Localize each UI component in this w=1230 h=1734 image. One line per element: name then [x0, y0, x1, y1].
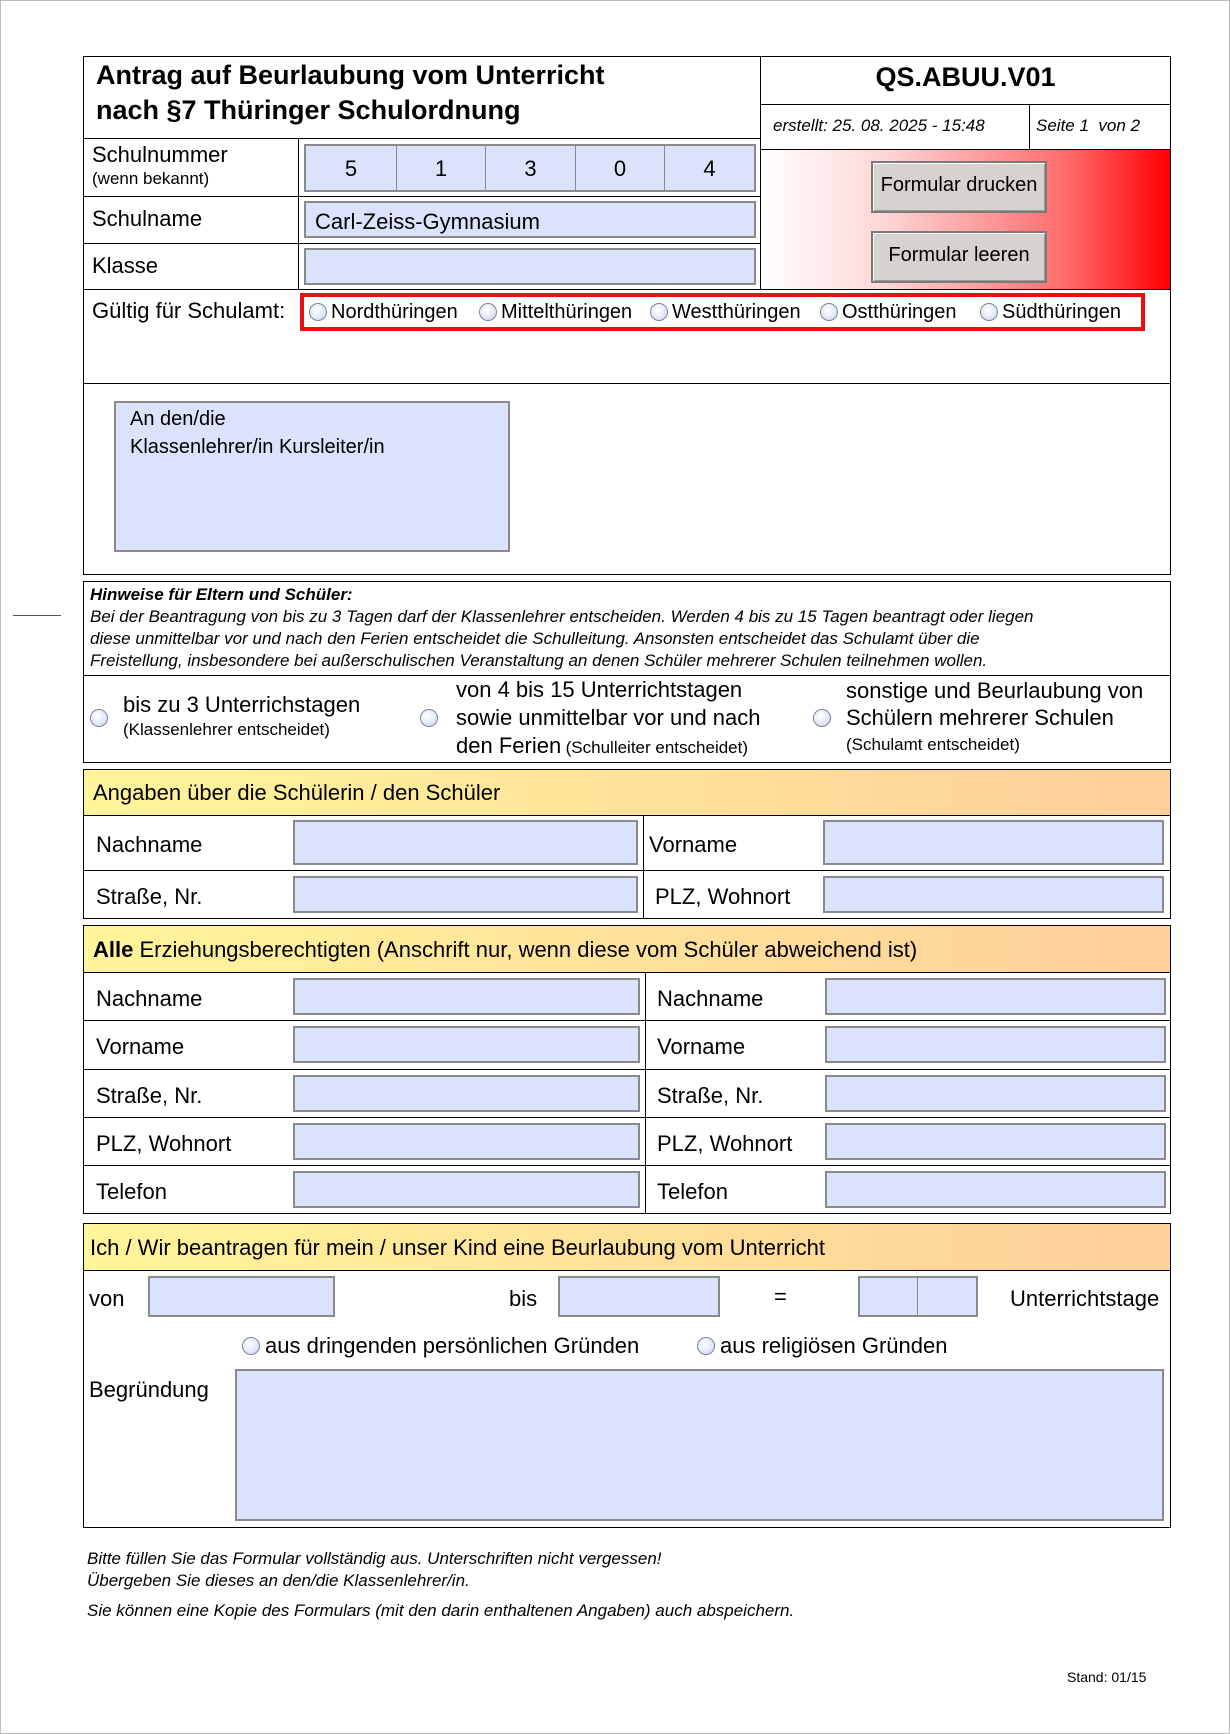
schulamt-radio-nord[interactable]: [309, 303, 327, 321]
from-label: von: [89, 1286, 125, 1311]
reason-religious-radio[interactable]: [697, 1337, 715, 1355]
guardian1-city-field[interactable]: [293, 1123, 640, 1160]
guardian2-city-field[interactable]: [825, 1123, 1166, 1160]
request-section-header: [83, 1223, 1171, 1271]
justification-field[interactable]: [235, 1369, 1164, 1521]
school-number-digit: 3: [486, 146, 576, 192]
form-title: [96, 58, 605, 128]
school-name-label: Schulname: [92, 206, 203, 231]
school-number-digit: 0: [576, 146, 665, 192]
reason-religious-label: aus religiösen Gründen: [720, 1333, 948, 1358]
guardians-section-header: [83, 925, 1171, 973]
student-lastname-label: Nachname: [96, 832, 203, 857]
created-label: erstellt:: [773, 116, 828, 135]
student-street-field[interactable]: [293, 876, 638, 913]
class-field[interactable]: [304, 248, 756, 285]
days-count-field[interactable]: [858, 1276, 978, 1317]
schulamt-option-label: Westthüringen: [672, 301, 801, 323]
duration-radio-other[interactable]: [813, 709, 831, 727]
schulamt-option-label: Mittelthüringen: [501, 301, 633, 323]
school-number-digit: 4: [703, 156, 716, 181]
guardian2-city-label: PLZ, Wohnort: [657, 1131, 793, 1156]
print-form-button[interactable]: Formular drucken: [871, 161, 1047, 213]
guardian1-street-label: Straße, Nr.: [96, 1083, 203, 1108]
school-number-label: Schulnummer (wenn bekannt): [92, 142, 228, 188]
footer-note2: Übergeben Sie dieses an den/die Klassenlehrer/in.: [87, 1571, 470, 1590]
school-name-value: Carl-Zeiss-Gymnasium: [315, 209, 540, 234]
request-section-title: Ich / Wir beantragen für mein / unser Kind eine Beurlaubung vom Unterricht: [90, 1235, 825, 1260]
created-value: 25. 08. 2025 - 15:48: [832, 116, 985, 135]
form-code: QS.ABUU.V01: [875, 62, 1056, 92]
guardian1-phone-field[interactable]: [293, 1171, 640, 1208]
days-label: Unterrichtstage: [1010, 1286, 1160, 1311]
guardian1-lastname-field[interactable]: [293, 978, 640, 1015]
guardian2-phone-field[interactable]: [825, 1171, 1166, 1208]
schulamt-radio-mittel[interactable]: [479, 303, 497, 321]
guardian2-street-field[interactable]: [825, 1075, 1166, 1112]
guardian1-lastname-label: Nachname: [96, 986, 203, 1011]
recipient-field[interactable]: [114, 401, 510, 552]
schulamt-label: Gültig für Schulamt:: [92, 298, 286, 323]
class-label: Klasse: [92, 253, 159, 278]
student-section-title: Angaben über die Schülerin / den Schüler: [93, 780, 501, 805]
guardian1-street-field[interactable]: [293, 1075, 640, 1112]
schulamt-radio-ost[interactable]: [820, 303, 838, 321]
hints-line1: Bei der Beantragung von bis zu 3 Tagen darf der Klassenlehrer entscheiden. Werden 4 bis zu 15 Tagen beantragt oder liegen: [90, 607, 1034, 626]
reason-personal-label: aus dringenden persönlichen Gründen: [265, 1333, 640, 1358]
page-indicator: Seite 1 von 2: [1036, 116, 1141, 135]
guardian1-city-label: PLZ, Wohnort: [96, 1131, 232, 1156]
hints-line3: Freistellung, insbesondere bei außerschulischen Veranstaltung an denen Schüler mehrerer Schulen teilnehmen wollen.: [90, 651, 988, 670]
schulamt-option-label: Südthüringen: [1002, 301, 1121, 323]
schulamt-option-label: Ostthüringen: [842, 301, 957, 323]
duration-option-3: sonstige und Beurlaubung von Schülern mehrerer Schulen (Schulamt entscheidet): [846, 678, 1144, 754]
recipient-line2: Klassenlehrer/in Kursleiter/in: [130, 436, 385, 458]
schulamt-option-label: Nordthüringen: [331, 301, 458, 323]
duration-option-2: von 4 bis 15 Unterrichtstagen sowie unmittelbar vor und nach den Ferien (Schulleiter entscheidet): [456, 677, 761, 758]
duration-radio-4-to-15[interactable]: [420, 709, 438, 727]
guardian2-firstname-label: Vorname: [657, 1034, 746, 1059]
schulamt-radio-sued[interactable]: [980, 303, 998, 321]
guardian1-phone-label: Telefon: [96, 1179, 167, 1204]
version-stamp: Stand: 01/15: [1067, 1669, 1147, 1685]
clear-form-button[interactable]: Formular leeren: [871, 231, 1047, 283]
justification-label: Begründung: [89, 1377, 209, 1402]
footer-note1: Bitte füllen Sie das Formular vollständig aus. Unterschriften nicht vergessen!: [87, 1549, 662, 1568]
school-number-field[interactable]: [304, 144, 756, 192]
student-city-field[interactable]: [823, 876, 1164, 913]
duration-radio-up-to-3[interactable]: [90, 709, 108, 727]
school-number-digit: 5: [306, 146, 397, 192]
equals-sign: =: [774, 1284, 787, 1309]
student-firstname-label: Vorname: [649, 832, 738, 857]
hints-title: Hinweise für Eltern und Schüler:: [90, 585, 353, 604]
form-title-line2: nach §7 Thüringer Schulordnung: [96, 95, 521, 125]
hints-line2: diese unmittelbar vor und nach den Ferien entscheidet die Schulleitung. Ansonsten entscheidet das Schulamt über die: [90, 629, 980, 648]
to-date-field[interactable]: [558, 1276, 720, 1317]
from-date-field[interactable]: [148, 1276, 335, 1317]
duration-option-1: bis zu 3 Unterrichstagen (Klassenlehrer entscheidet): [123, 692, 361, 739]
reason-personal-radio[interactable]: [242, 1337, 260, 1355]
student-firstname-field[interactable]: [823, 820, 1164, 865]
school-name-field[interactable]: [304, 201, 756, 238]
to-label: bis: [509, 1286, 538, 1311]
guardian2-phone-label: Telefon: [657, 1179, 728, 1204]
school-number-digit: 1: [397, 146, 486, 192]
student-city-label: PLZ, Wohnort: [655, 884, 791, 909]
recipient-line1: An den/die: [130, 408, 226, 430]
footer-note3: Sie können eine Kopie des Formulars (mit den darin enthaltenen Angaben) auch abspeichern.: [87, 1601, 795, 1620]
guardian1-firstname-label: Vorname: [96, 1034, 185, 1059]
schulamt-radio-west[interactable]: [650, 303, 668, 321]
guardian2-lastname-field[interactable]: [825, 978, 1166, 1015]
guardian2-lastname-label: Nachname: [657, 986, 764, 1011]
created-date: [773, 116, 985, 136]
student-lastname-field[interactable]: [293, 820, 638, 865]
guardians-section-title: Alle Erziehungsberechtigten (Anschrift nur, wenn diese vom Schüler abweichend ist): [93, 937, 918, 962]
form-title-line1: Antrag auf Beurlaubung vom Unterricht: [96, 60, 605, 90]
fold-mark: [13, 615, 61, 616]
guardian1-firstname-field[interactable]: [293, 1026, 640, 1063]
guardian2-firstname-field[interactable]: [825, 1026, 1166, 1063]
guardian2-street-label: Straße, Nr.: [657, 1083, 764, 1108]
student-section-header: [83, 769, 1171, 816]
student-street-label: Straße, Nr.: [96, 884, 203, 909]
